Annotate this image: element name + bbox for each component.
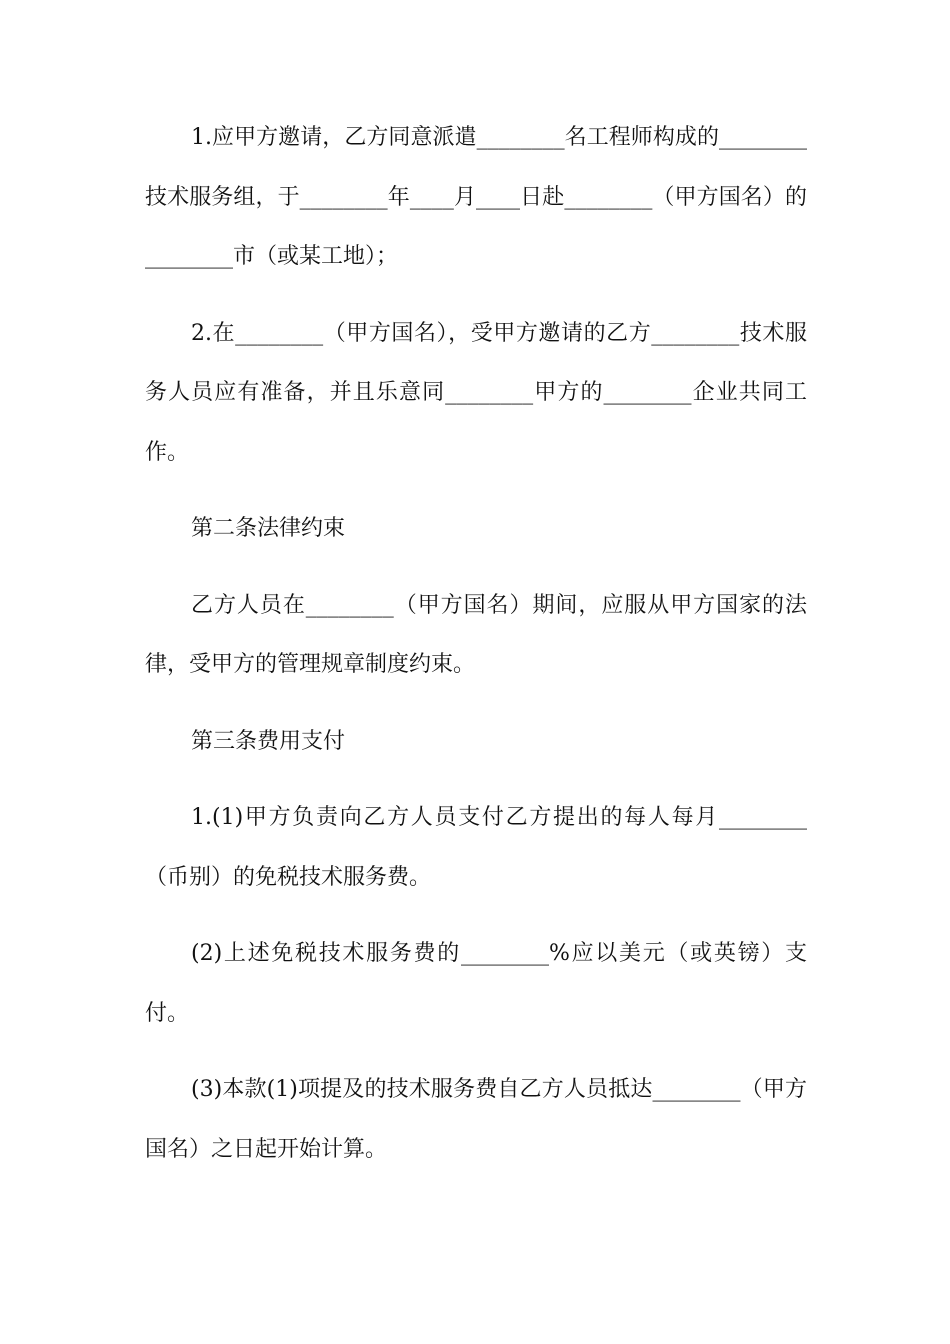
clause-paragraph-1: 1.应甲方邀请，乙方同意派遣________名工程师构成的________技术服务组，于________年____月____日赴________（甲方国名）的________市（或某工地）；	[145, 125, 807, 269]
article-heading-legal-constraint: 第二条法律约束	[191, 516, 346, 541]
clause-paragraph-3: 乙方人员在________（甲方国名）期间，应服从甲方国家的法律，受甲方的管理规章制度约束。	[145, 592, 807, 677]
clause-paragraph-6: (3)本款(1)项提及的技术服务费自乙方人员抵达________（甲方国名）之日起开始计算。	[145, 1077, 807, 1162]
document-body	[145, 108, 807, 1196]
clause-paragraph-2: 2.在________（甲方国名），受甲方邀请的乙方________技术服务人员应有准备，并且乐意同________甲方的________企业共同工作。	[145, 320, 807, 465]
article-heading-fee-payment: 第三条费用支付	[191, 728, 346, 754]
clause-paragraph-4: 1.(1)甲方负责向乙方人员支付乙方提出的每人每月________（币别）的免税技术服务费。	[145, 805, 807, 890]
clause-paragraph-5: (2)上述免税技术服务费的________%应以美元（或英镑）支付。	[145, 941, 807, 1026]
